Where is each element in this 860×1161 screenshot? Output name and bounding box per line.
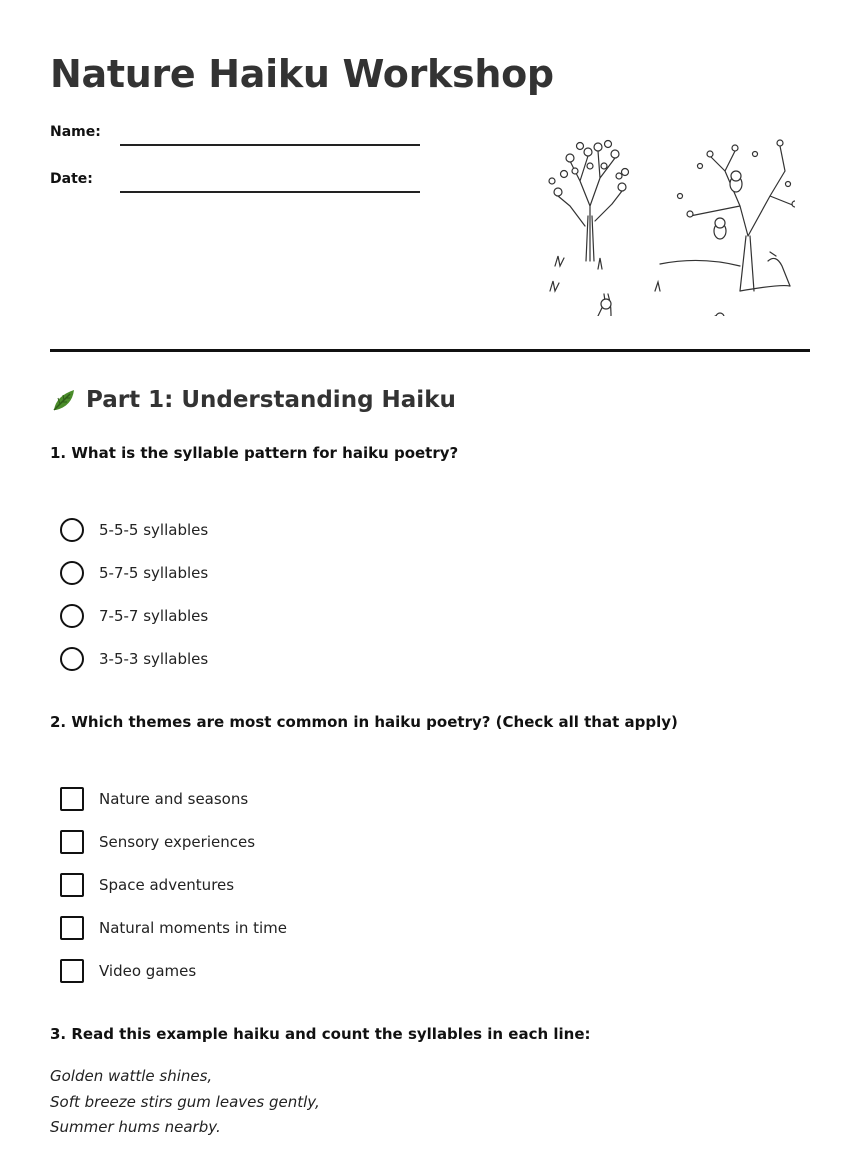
flowering-tree-icon [549, 141, 629, 262]
option-label: Video games [99, 961, 197, 980]
australian-bush-scene-icon [540, 86, 795, 316]
option-label: Sensory experiences [99, 832, 256, 851]
q1-option[interactable] [60, 508, 208, 551]
q1-option[interactable] [60, 637, 208, 680]
option-label: Natural moments in time [99, 918, 288, 937]
radio-button[interactable] [60, 561, 84, 585]
section-title-text: Part 1: Understanding Haiku [86, 387, 456, 413]
haiku-line-1: Golden wattle shines, [50, 1067, 213, 1085]
q1-option[interactable] [60, 551, 208, 594]
haiku-line-2: Soft breeze stirs gum leaves gently, [50, 1092, 320, 1111]
leaf-icon [50, 386, 78, 414]
date-field-row [50, 163, 420, 193]
example-haiku [50, 1064, 320, 1141]
date-input-line[interactable] [120, 191, 420, 193]
option-label: Space adventures [99, 875, 235, 894]
haiku-line-3: Summer hums nearby. [50, 1118, 221, 1136]
kangaroo-icon [545, 294, 625, 316]
checkbox[interactable] [60, 873, 84, 897]
radio-button[interactable] [60, 604, 84, 628]
checkbox[interactable] [60, 959, 84, 983]
q2-option[interactable] [60, 777, 287, 820]
checkbox[interactable] [60, 916, 84, 940]
checkbox[interactable] [60, 787, 84, 811]
header-divider [50, 349, 810, 352]
question-1-options [60, 508, 208, 680]
q2-option[interactable] [60, 949, 287, 992]
option-label: 5-7-5 syllables [99, 563, 209, 582]
worksheet-header [50, 50, 810, 340]
question-1: 1. What is the syllable pattern for haiku poetry? [50, 444, 459, 462]
question-3: 3. Read this example haiku and count the syllables in each line: [50, 1025, 591, 1043]
gum-tree-icon [660, 140, 795, 291]
name-label: Name: [50, 124, 101, 140]
q2-option[interactable] [60, 863, 287, 906]
option-label: 5-5-5 syllables [99, 520, 209, 539]
name-field-row [50, 116, 420, 146]
option-label: 7-5-7 syllables [99, 606, 209, 625]
section-title-part1 [50, 386, 456, 414]
option-label: 3-5-3 syllables [99, 649, 209, 668]
question-2-options [60, 777, 287, 992]
q2-option[interactable] [60, 906, 287, 949]
page-title: Nature Haiku Workshop [50, 52, 554, 96]
q2-option[interactable] [60, 820, 287, 863]
name-input-line[interactable] [120, 144, 420, 146]
birds-icon [715, 313, 795, 316]
question-2: 2. Which themes are most common in haiku poetry? (Check all that apply) [50, 713, 678, 731]
q1-option[interactable] [60, 594, 208, 637]
radio-button[interactable] [60, 518, 84, 542]
option-label: Nature and seasons [99, 789, 249, 808]
radio-button[interactable] [60, 647, 84, 671]
date-label: Date: [50, 171, 93, 187]
checkbox[interactable] [60, 830, 84, 854]
